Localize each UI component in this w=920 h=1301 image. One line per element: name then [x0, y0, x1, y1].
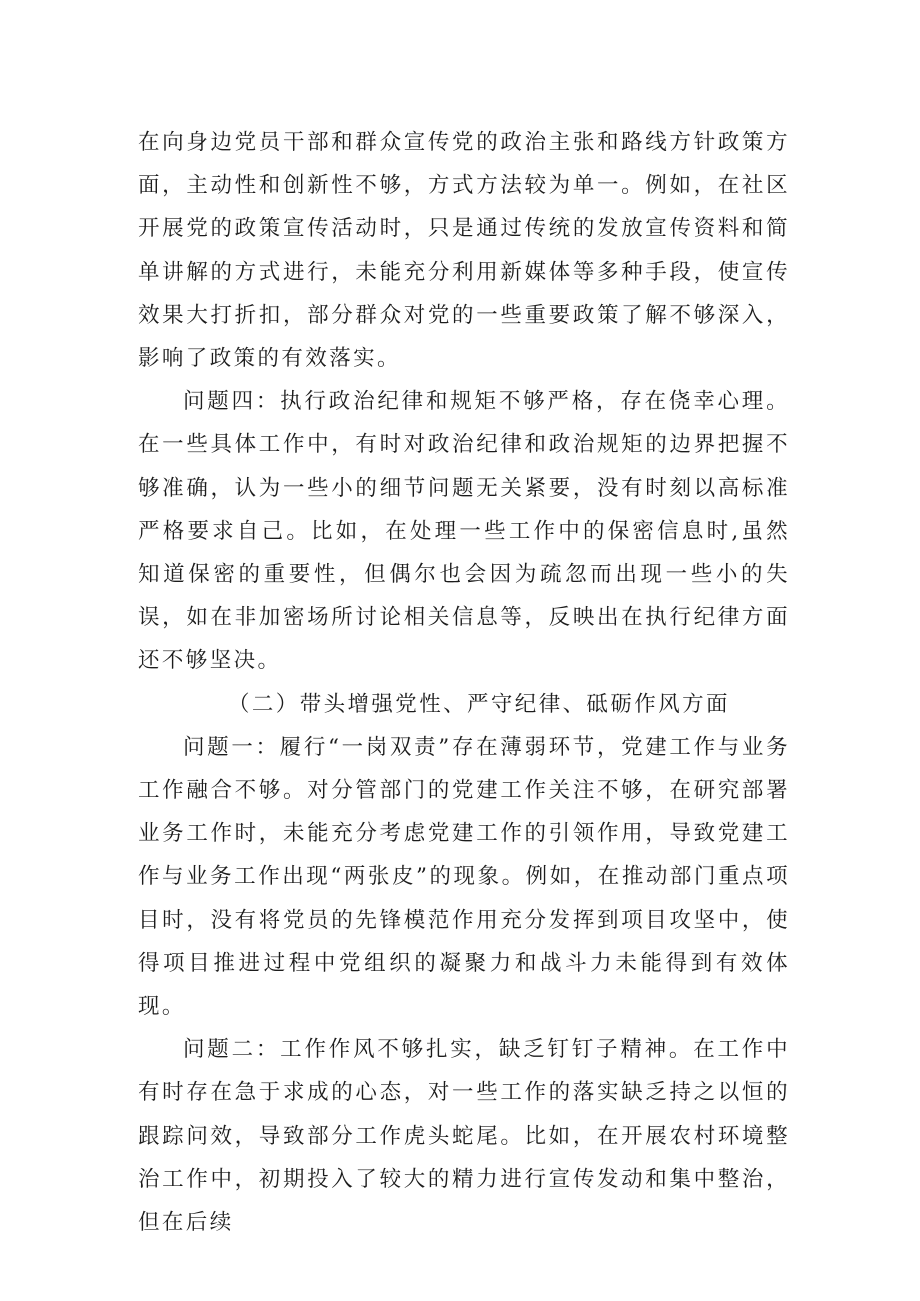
section-heading: （二）带头增强党性、严守纪律、砥砺作风方面 [228, 691, 730, 717]
paragraph-problem-one: 问题一：履行“一岗双责”存在薄弱环节，党建工作与业务工作融合不够。对分管部门的党建工作关注不够，在研究部署业务工作时，未能充分考虑党建工作的引领作用，导致党建工作与业务工作出现“两张皮”的现象。例如，在推动部门重点项目时，没有将党员的先锋模范作用充分发挥到项目攻坚中，使得项目推进过程中党组织的凝聚力和战斗力未能得到有效体现。 [138, 734, 790, 1020]
paragraph-problem-two: 问题二：工作作风不够扎实，缺乏钉钉子精神。在工作中有时存在急于求成的心态，对一些工作的落实缺乏持之以恒的跟踪问效，导致部分工作虎头蛇尾。比如，在开展农村环境整治工作中，初期投入了较大的精力进行宣传发动和集中整治，但在后续 [138, 1037, 790, 1236]
document-body [138, 121, 790, 1244]
paragraph-problem-four: 问题四：执行政治纪律和规矩不够严格，存在侥幸心理。在一些具体工作中，有时对政治纪律和政治规矩的边界把握不够准确，认为一些小的细节问题无关紧要，没有时刻以高标准严格要求自己。比如，在处理一些工作中的保密信息时,虽然知道保密的重要性，但偶尔也会因为疏忽而出现一些小的失误，如在非加密场所讨论相关信息等，反映出在执行纪律方面还不够坚决。 [138, 389, 790, 674]
paragraph-continuation: 在向身边党员干部和群众宣传党的政治主张和路线方针政策方面，主动性和创新性不够，方式方法较为单一。例如，在社区开展党的政策宣传活动时，只是通过传统的发放宣传资料和简单讲解的方式进行，未能充分利用新媒体等多种手段，使宣传效果大打折扣，部分群众对党的一些重要政策了解不够深入，影响了政策的有效落实。 [138, 130, 790, 372]
